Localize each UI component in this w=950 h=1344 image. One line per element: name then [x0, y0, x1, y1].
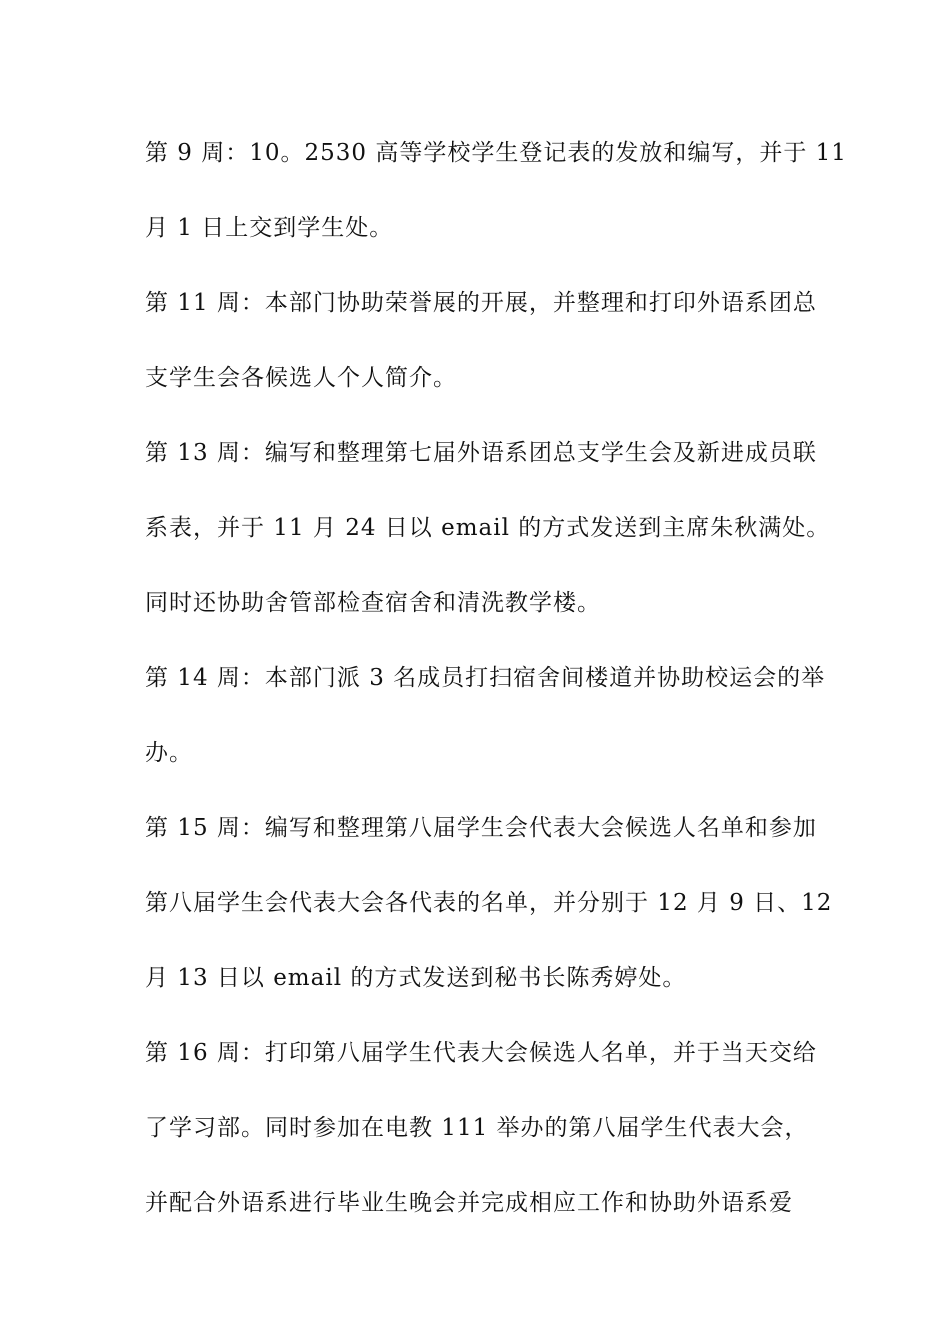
text-line: 办。	[145, 740, 193, 766]
text-line: 并配合外语系进行毕业生晚会并完成相应工作和协助外语系爱	[145, 1190, 793, 1216]
text-line: 第八届学生会代表大会各代表的名单，并分别于 12 月 9 日、12	[145, 890, 833, 916]
text-line: 支学生会各候选人个人简介。	[145, 365, 457, 391]
text-line: 了学习部。同时参加在电教 111 举办的第八届学生代表大会，	[145, 1115, 809, 1141]
text-line: 系表，并于 11 月 24 日以 email 的方式发送到主席朱秋满处。	[145, 515, 831, 541]
text-line: 第 11 周：本部门协助荣誉展的开展，并整理和打印外语系团总	[145, 290, 817, 316]
text-line: 月 1 日上交到学生处。	[145, 215, 394, 241]
text-line: 同时还协助舍管部检查宿舍和清洗教学楼。	[145, 590, 601, 616]
text-line: 第 9 周：10。2530 高等学校学生登记表的发放和编写，并于 11	[145, 140, 847, 166]
text-line: 第 15 周：编写和整理第八届学生会代表大会候选人名单和参加	[145, 815, 817, 841]
text-line: 第 13 周：编写和整理第七届外语系团总支学生会及新进成员联	[145, 440, 817, 466]
text-line: 月 13 日以 email 的方式发送到秘书长陈秀婷处。	[145, 965, 687, 991]
text-line: 第 14 周：本部门派 3 名成员打扫宿舍间楼道并协助校运会的举	[145, 665, 826, 691]
text-line: 第 16 周：打印第八届学生代表大会候选人名单，并于当天交给	[145, 1040, 817, 1066]
